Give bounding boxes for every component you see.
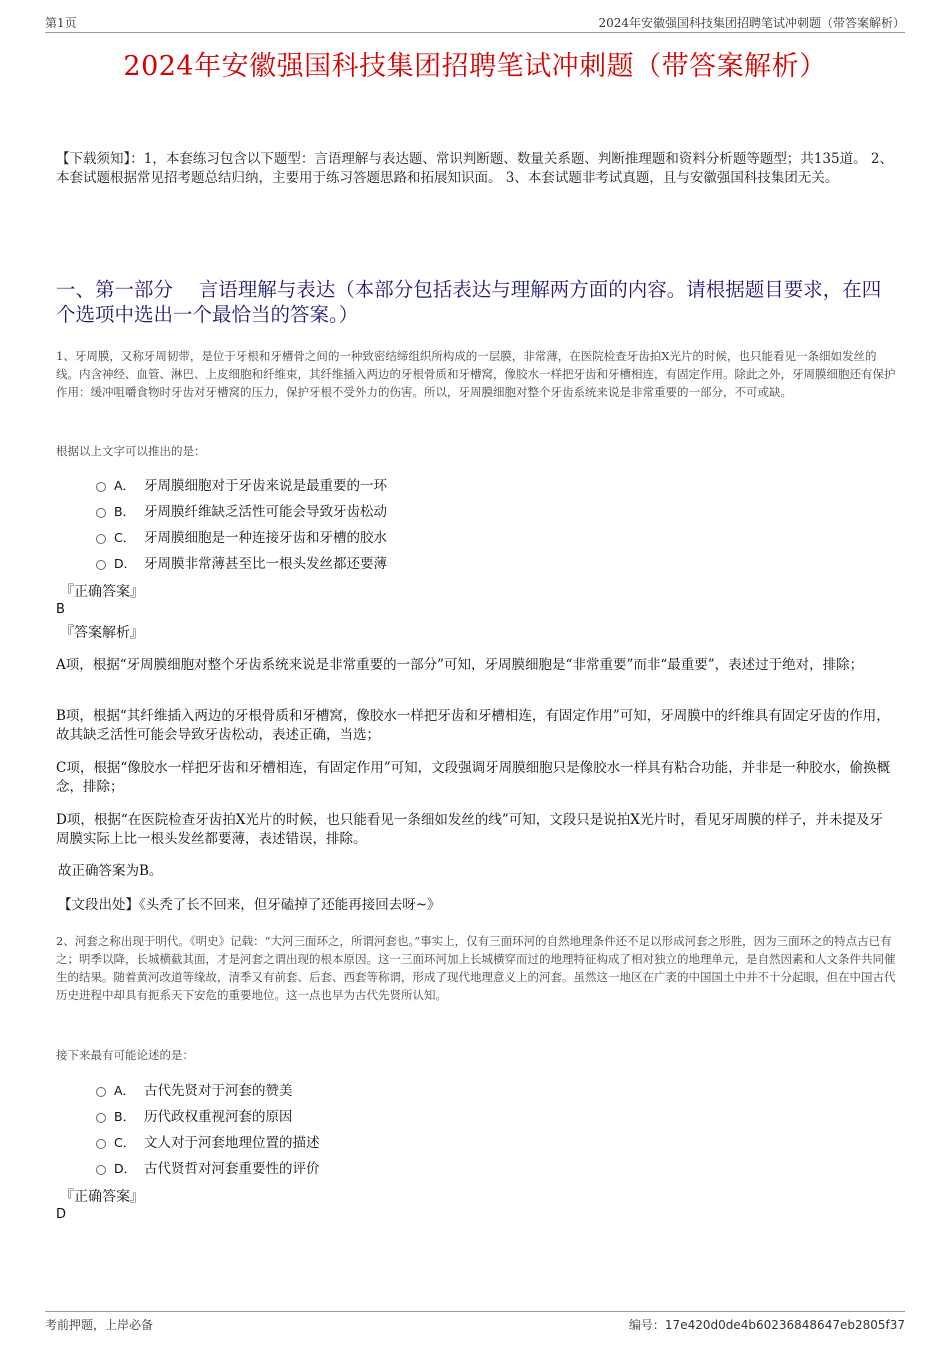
radio-icon[interactable]	[96, 1087, 106, 1097]
radio-icon[interactable]	[96, 560, 106, 570]
header-doc-title: 2024年安徽强国科技集团招聘笔试冲刺题（带答案解析）	[598, 16, 905, 30]
correct-answer-label: 『正确答案』	[60, 584, 144, 600]
passage-source: 【文段出处】《头秃了长不回来，但牙磕掉了还能再接回去呀~》	[58, 897, 441, 913]
option-d[interactable]: D． 牙周膜非常薄甚至比一根头发丝都还要薄	[96, 554, 387, 580]
document-code: 编号：17e420d0de4b60236848647eb2805f37	[628, 1318, 905, 1332]
radio-icon[interactable]	[96, 482, 106, 492]
analysis-label: 『答案解析』	[60, 625, 144, 641]
radio-icon[interactable]	[96, 1113, 106, 1123]
section-title: 一、第一部分 言语理解与表达（本部分包括表达与理解两方面的内容。请根据题目要求，在四个选项中选出一个最恰当的答案。）	[56, 278, 882, 326]
analysis-b: B项，根据“其纤维插入两边的牙根骨质和牙槽窝，像胶水一样把牙齿和牙槽相连，有固定作用”可知，牙周膜中的纤维具有固定牙齿的作用，故其缺乏活性可能会导致牙齿松动，表述正确，当选；	[56, 708, 890, 743]
analysis-c: C项，根据“像胶水一样把牙齿和牙槽相连，有固定作用”可知，文段强调牙周膜细胞只是像胶水一样具有粘合功能，并非是一种胶水，偷换概念，排除；	[56, 760, 891, 795]
radio-icon[interactable]	[96, 508, 106, 518]
page-header	[45, 14, 905, 33]
analysis-conclusion: 故正确答案为B。	[58, 863, 163, 879]
option-b[interactable]: B． 历代政权重视河套的原因	[96, 1107, 320, 1133]
radio-icon[interactable]	[96, 534, 106, 544]
radio-icon[interactable]	[96, 1139, 106, 1149]
download-notice: 【下载须知】：1，本套练习包含以下题型：言语理解与表达题、常识判断题、数量关系题、判断推理题和资料分析题等题型；共135道。 2、本套试题根据常见招考题总结归纳，主要用于练习答题思路和拓展知识面。 3、本套试题非考试真题，且与安徽强国科技集团无关。	[56, 151, 893, 186]
question-2-options	[96, 1081, 320, 1185]
option-c[interactable]: C． 牙周膜细胞是一种连接牙齿和牙槽的胶水	[96, 528, 387, 554]
document-title: 2024年安徽强国科技集团招聘笔试冲刺题（带答案解析）	[123, 51, 827, 82]
question-2-prompt: 接下来最有可能论述的是：	[56, 1048, 194, 1062]
correct-answer-label: 『正确答案』	[60, 1189, 144, 1205]
question-1-prompt: 根据以上文字可以推出的是：	[56, 444, 206, 458]
footer-slogan: 考前押题，上岸必备	[45, 1318, 154, 1332]
question-1-passage: 1、牙周膜，又称牙周韧带，是位于牙根和牙槽骨之间的一种致密结缔组织所构成的一层膜，非常薄，在医院检查牙齿拍X光片的时候，也只能看见一条细如发丝的线。内含神经、血管、淋巴、上皮细胞和纤维束，其纤维插入两边的牙根骨质和牙槽窝，像胶水一样把牙齿和牙槽相连，有固定作用。除此之外，牙周膜细胞还有保护作用：缓冲咀嚼食物时牙齿对牙槽窝的压力，保护牙根不受外力的伤害。所以，牙周膜细胞对整个牙齿系统来说是非常重要的一部分，不可或缺。	[56, 349, 896, 399]
page-footer	[45, 1311, 905, 1332]
radio-icon[interactable]	[96, 1165, 106, 1175]
question-2-passage: 2、河套之称出现于明代。《明史》记载：“大河三面环之，所谓河套也。”事实上，仅有三面环河的自然地理条件还不足以形成河套之形胜，因为三面环之的特点古已有之；明季以降，长城横截其面，才是河套之谓出现的根本原因。这一三面环河加上长城横穿而过的地理特征构成了相对独立的地理单元，是自然因素和人文条件共同催生的结果。随着黄河改道等缘故，清季又有前套、后套、西套等称谓，形成了现代地理意义上的河套。虽然这一地区在广袤的中国国土中并不十分起眼，但在中国古代历史进程中却具有扼系天下安危的重要地位。这一点也早为古代先贤所认知。	[56, 934, 896, 1002]
question-1-options	[96, 476, 387, 580]
analysis-a: A项，根据“牙周膜细胞对整个牙齿系统来说是非常重要的一部分”可知，牙周膜细胞是“非常重要”而非“最重要”，表述过于绝对，排除；	[56, 657, 864, 673]
option-a[interactable]: A． 古代先贤对于河套的赞美	[96, 1081, 320, 1107]
option-a[interactable]: A． 牙周膜细胞对于牙齿来说是最重要的一环	[96, 476, 387, 502]
option-b[interactable]: B． 牙周膜纤维缺乏活性可能会导致牙齿松动	[96, 502, 387, 528]
correct-answer: B	[56, 602, 65, 617]
analysis-d: D项，根据“在医院检查牙齿拍X光片的时候，也只能看见一条细如发丝的线”可知，文段只是说拍X光片时，看见牙周膜的样子，并未提及牙周膜实际上比一根头发丝都要薄，表述错误，排除。	[56, 812, 883, 847]
option-d[interactable]: D． 古代贤哲对河套重要性的评价	[96, 1159, 320, 1185]
correct-answer: D	[56, 1207, 67, 1222]
page-number: 第1页	[45, 16, 77, 30]
option-c[interactable]: C． 文人对于河套地理位置的描述	[96, 1133, 320, 1159]
